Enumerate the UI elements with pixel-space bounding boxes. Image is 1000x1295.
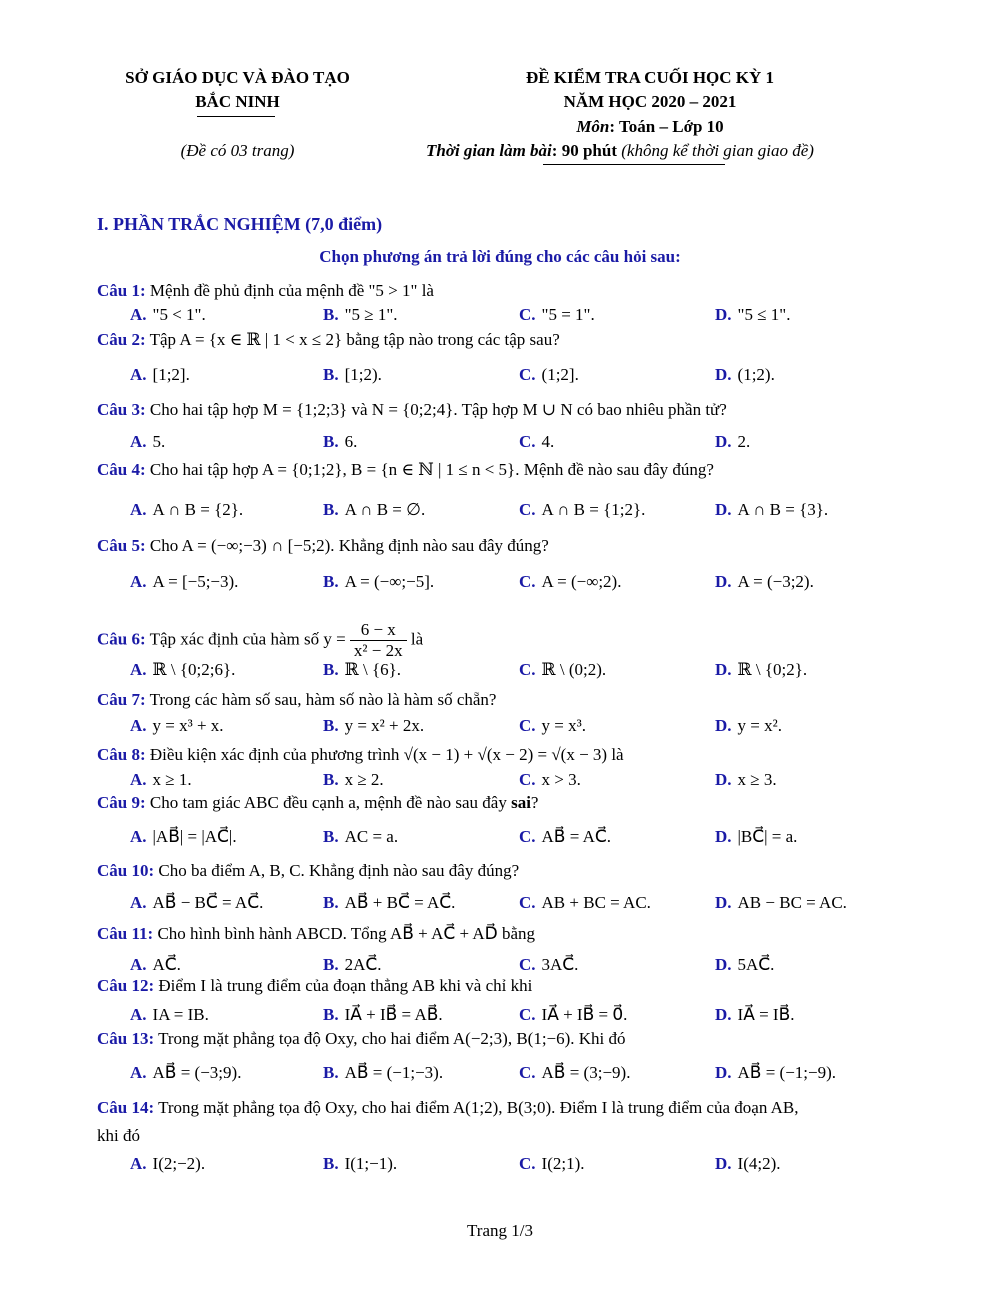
answer-option[interactable]	[519, 893, 651, 913]
option-letter: A.	[130, 770, 147, 789]
answer-option[interactable]	[519, 1154, 585, 1174]
question-text: Trong mặt phẳng tọa độ Oxy, cho hai điểm A(1;2), B(3;0). Điểm I là trung điểm của đoạn AB,	[158, 1098, 799, 1117]
subject-label: Môn	[576, 117, 610, 136]
option-text: AB⃗ = (3;−9).	[541, 1063, 631, 1082]
option-letter: C.	[519, 827, 536, 846]
option-letter: A.	[130, 716, 147, 735]
question-text: Điều kiện xác định của phương trình √(x − 1) + √(x − 2) = √(x − 3) là	[149, 745, 624, 764]
option-text: y = x³ + x.	[152, 716, 224, 735]
instruction: Chọn phương án trả lời đúng cho các câu hỏi sau:	[319, 247, 681, 266]
question-label: Câu 12:	[97, 976, 155, 995]
question-label: Câu 4:	[97, 460, 146, 479]
option-letter: C.	[519, 716, 536, 735]
answer-option[interactable]	[130, 500, 243, 520]
answer-option[interactable]	[519, 500, 645, 520]
answer-option[interactable]	[715, 1154, 781, 1174]
question-label: Câu 11:	[97, 924, 154, 943]
question-text: Cho hai tập hợp A = {0;1;2}, B = {n ∈ ℕ | 1 ≤ n < 5}. Mệnh đề nào sau đây đúng?	[149, 460, 714, 479]
header-divider-left	[197, 116, 275, 117]
option-text: y = x³.	[541, 716, 586, 735]
option-letter: C.	[519, 1154, 536, 1173]
option-letter: D.	[715, 572, 732, 591]
option-letter: C.	[519, 432, 536, 451]
option-text: |BC⃗| = a.	[737, 827, 798, 846]
option-text: 2.	[737, 432, 751, 451]
answer-option[interactable]	[715, 572, 814, 592]
option-text: A = (−3;2).	[737, 572, 814, 591]
answer-option[interactable]	[715, 1005, 794, 1025]
option-text: A = (−∞;2).	[541, 572, 622, 591]
question-text: Cho hai tập hợp M = {1;2;3} và N = {0;2;4}. Tập hợp M ∪ N có bao nhiêu phần tử?	[149, 400, 727, 419]
option-letter: B.	[323, 432, 339, 451]
option-letter: D.	[715, 955, 732, 974]
option-letter: C.	[519, 1063, 536, 1082]
option-text: A = (−∞;−5].	[344, 572, 435, 591]
section-title: I. PHẦN TRẮC NGHIỆM (7,0 điểm)	[97, 214, 383, 234]
option-text: I(2;1).	[541, 1154, 585, 1173]
subject-line	[460, 117, 840, 137]
question-stem	[97, 536, 549, 556]
option-text: AB + BC = AC.	[541, 893, 651, 912]
option-letter: A.	[130, 305, 147, 324]
answer-option[interactable]	[323, 1063, 443, 1083]
question-stem-continuation: khi đó	[97, 1126, 140, 1145]
option-text: [1;2).	[344, 365, 382, 384]
answer-option[interactable]	[715, 660, 807, 680]
option-letter: B.	[323, 1154, 339, 1173]
option-text: y = x² + 2x.	[344, 716, 425, 735]
answer-option[interactable]	[519, 432, 554, 452]
question-label: Câu 5:	[97, 536, 146, 555]
option-letter: D.	[715, 660, 732, 679]
option-text: "5 = 1".	[541, 305, 595, 324]
question-stem	[97, 690, 496, 710]
option-text: AB⃗ = AC⃗.	[541, 827, 612, 846]
option-text: ℝ \ {0;2;6}.	[152, 660, 236, 679]
option-letter: B.	[323, 572, 339, 591]
answer-option[interactable]	[323, 893, 455, 913]
question-stem	[97, 861, 519, 881]
answer-option[interactable]	[519, 827, 611, 847]
option-letter: C.	[519, 893, 536, 912]
option-letter: C.	[519, 770, 536, 789]
option-text: x ≥ 3.	[737, 770, 777, 789]
option-letter: A.	[130, 1063, 147, 1082]
page-footer: Trang 1/3	[467, 1221, 533, 1240]
answer-option[interactable]	[519, 716, 586, 736]
question-text: Mệnh đề phủ định của mệnh đề "5 > 1" là	[149, 281, 434, 300]
answer-option[interactable]	[130, 660, 235, 680]
option-letter: B.	[323, 955, 339, 974]
question-text: Điểm I là trung điểm của đoạn thẳng AB khi và chỉ khi	[158, 976, 533, 995]
time-label: Thời gian làm bài	[426, 141, 552, 160]
fraction	[350, 620, 407, 661]
option-text: 4.	[541, 432, 555, 451]
answer-option[interactable]	[519, 660, 606, 680]
question-label: Câu 1:	[97, 281, 146, 300]
option-letter: C.	[519, 660, 536, 679]
option-text: AB⃗ = (−1;−3).	[344, 1063, 444, 1082]
option-text: AB − BC = AC.	[737, 893, 847, 912]
question-stem	[97, 400, 727, 420]
option-text: IA = IB.	[152, 1005, 209, 1024]
school-year: NĂM HỌC 2020 – 2021	[563, 92, 737, 111]
answer-option[interactable]	[715, 770, 777, 790]
answer-option[interactable]	[519, 305, 595, 325]
option-letter: B.	[323, 500, 339, 519]
answer-option[interactable]	[130, 716, 224, 736]
option-text: AB⃗ = (−1;−9).	[737, 1063, 837, 1082]
answer-option[interactable]	[323, 365, 382, 385]
option-letter: B.	[323, 1063, 339, 1082]
option-letter: D.	[715, 432, 732, 451]
option-text: [1;2].	[152, 365, 190, 384]
answer-option[interactable]	[130, 1154, 205, 1174]
question-text: Cho hình bình hành ABCD. Tổng AB⃗ + AC⃗ + AD⃗ bằng	[157, 924, 536, 943]
option-letter: D.	[715, 1154, 732, 1173]
answer-option[interactable]	[519, 365, 579, 385]
answer-option[interactable]	[323, 1154, 397, 1174]
answer-option[interactable]	[130, 955, 181, 975]
option-letter: C.	[519, 365, 536, 384]
option-text: AC = a.	[344, 827, 399, 846]
question-label: Câu 6:	[97, 629, 146, 649]
option-text: AB⃗ − BC⃗ = AC⃗.	[152, 893, 264, 912]
option-text: AC⃗.	[152, 955, 181, 974]
answer-option[interactable]	[323, 660, 401, 680]
option-letter: A.	[130, 572, 147, 591]
option-letter: D.	[715, 770, 732, 789]
subject-value: : Toán – Lớp 10	[609, 117, 724, 136]
option-text: "5 ≤ 1".	[737, 305, 791, 324]
answer-option[interactable]	[130, 305, 206, 325]
option-text: I(4;2).	[737, 1154, 781, 1173]
question-stem	[97, 460, 714, 480]
answer-option[interactable]	[323, 1005, 443, 1025]
option-letter: A.	[130, 660, 147, 679]
answer-option[interactable]	[323, 955, 382, 975]
answer-option[interactable]	[715, 716, 782, 736]
option-text: (1;2).	[737, 365, 775, 384]
option-text: 5AC⃗.	[737, 955, 775, 974]
option-letter: A.	[130, 1154, 147, 1173]
option-letter: A.	[130, 893, 147, 912]
option-letter: C.	[519, 1005, 536, 1024]
option-text: AB⃗ + BC⃗ = AC⃗.	[344, 893, 456, 912]
answer-option[interactable]	[715, 827, 797, 847]
question-label: Câu 14:	[97, 1098, 155, 1117]
option-text: 2AC⃗.	[344, 955, 382, 974]
answer-option[interactable]	[130, 365, 190, 385]
answer-option[interactable]	[519, 1005, 627, 1025]
answer-option[interactable]	[519, 955, 578, 975]
option-letter: D.	[715, 1005, 732, 1024]
answer-option[interactable]	[130, 1063, 241, 1083]
option-letter: D.	[715, 827, 732, 846]
option-text: AB⃗ = (−3;9).	[152, 1063, 242, 1082]
question-stem	[97, 976, 532, 996]
time-note: (không kể thời gian giao đề)	[621, 141, 814, 160]
question-label: Câu 9:	[97, 793, 146, 812]
answer-option[interactable]	[130, 1005, 209, 1025]
question-stem	[97, 281, 434, 301]
question-text: Cho A = (−∞;−3) ∩ [−5;2). Khẳng định nào sau đây đúng?	[149, 536, 549, 555]
option-text: IA⃗ + IB⃗ = AB⃗.	[344, 1005, 443, 1024]
answer-option[interactable]	[715, 893, 847, 913]
option-letter: C.	[519, 572, 536, 591]
question-emphasis: sai	[511, 793, 531, 812]
question-stem	[97, 745, 624, 765]
question-stem	[97, 620, 423, 661]
option-text: (1;2].	[541, 365, 579, 384]
option-text: IA⃗ + IB⃗ = 0⃗.	[541, 1005, 628, 1024]
answer-option[interactable]	[715, 432, 750, 452]
option-text: ℝ \ {0;2}.	[737, 660, 808, 679]
option-letter: B.	[323, 305, 339, 324]
option-letter: A.	[130, 827, 147, 846]
option-text: 3AC⃗.	[541, 955, 579, 974]
province-name: BẮC NINH	[195, 92, 280, 111]
question-text-end: là	[406, 629, 424, 649]
page-count-note: (Đề có 03 trang)	[180, 141, 295, 160]
answer-option[interactable]	[715, 365, 775, 385]
option-text: I(2;−2).	[152, 1154, 206, 1173]
exam-title: ĐỀ KIỂM TRA CUỐI HỌC KỲ 1	[525, 68, 775, 87]
answer-option[interactable]	[323, 305, 398, 325]
option-text: ℝ \ (0;2).	[541, 660, 607, 679]
question-text: Tập xác định của hàm số y =	[149, 629, 350, 649]
option-letter: D.	[715, 500, 732, 519]
option-letter: C.	[519, 305, 536, 324]
option-letter: D.	[715, 716, 732, 735]
option-letter: B.	[323, 827, 339, 846]
question-text: Tập A = {x ∈ ℝ | 1 < x ≤ 2} bằng tập nào trong các tập sau?	[149, 330, 560, 349]
option-text: x ≥ 2.	[344, 770, 384, 789]
option-letter: A.	[130, 365, 147, 384]
fraction-numerator: 6 − x	[350, 620, 407, 641]
option-letter: D.	[715, 1063, 732, 1082]
question-label: Câu 3:	[97, 400, 146, 419]
option-letter: D.	[715, 305, 732, 324]
option-text: A ∩ B = {1;2}.	[541, 500, 646, 519]
option-text: "5 ≥ 1".	[344, 305, 398, 324]
option-letter: A.	[130, 500, 147, 519]
answer-option[interactable]	[715, 955, 774, 975]
option-letter: A.	[130, 1005, 147, 1024]
question-stem	[97, 793, 538, 813]
answer-option[interactable]	[519, 1063, 630, 1083]
answer-option[interactable]	[715, 500, 828, 520]
question-stem	[97, 924, 535, 944]
header-divider-right	[543, 164, 725, 165]
question-label: Câu 8:	[97, 745, 146, 764]
option-text: x ≥ 1.	[152, 770, 192, 789]
option-letter: B.	[323, 716, 339, 735]
option-text: 6.	[344, 432, 358, 451]
option-letter: A.	[130, 955, 147, 974]
question-stem	[97, 330, 560, 350]
department-name: SỞ GIÁO DỤC VÀ ĐÀO TẠO	[125, 68, 350, 87]
answer-option[interactable]	[323, 716, 424, 736]
answer-option[interactable]	[323, 572, 434, 592]
answer-option[interactable]	[715, 305, 791, 325]
option-text: y = x².	[737, 716, 782, 735]
option-text: |AB⃗| = |AC⃗|.	[152, 827, 237, 846]
time-value: : 90 phút	[551, 141, 617, 160]
time-line	[426, 141, 814, 161]
answer-option[interactable]	[323, 500, 425, 520]
answer-option[interactable]	[323, 827, 398, 847]
option-letter: D.	[715, 893, 732, 912]
option-text: "5 < 1".	[152, 305, 206, 324]
option-text: A = [−5;−3).	[152, 572, 239, 591]
question-label: Câu 7:	[97, 690, 146, 709]
question-text: Cho tam giác ABC đều cạnh a, mệnh đề nào sau đây	[149, 793, 507, 812]
answer-option[interactable]	[323, 432, 357, 452]
option-text: I(1;−1).	[344, 1154, 398, 1173]
question-text: Trong mặt phẳng tọa độ Oxy, cho hai điểm A(−2;3), B(1;−6). Khi đó	[158, 1029, 626, 1048]
option-letter: B.	[323, 1005, 339, 1024]
question-stem	[97, 1098, 799, 1118]
question-label: Câu 10:	[97, 861, 155, 880]
option-text: A ∩ B = {2}.	[152, 500, 244, 519]
answer-option[interactable]	[130, 432, 165, 452]
answer-option[interactable]	[130, 827, 237, 847]
option-letter: B.	[323, 660, 339, 679]
answer-option[interactable]	[519, 770, 581, 790]
question-text: Cho ba điểm A, B, C. Khẳng định nào sau đây đúng?	[158, 861, 520, 880]
answer-option[interactable]	[130, 770, 192, 790]
answer-option[interactable]	[323, 770, 384, 790]
question-stem	[97, 1029, 626, 1049]
option-letter: C.	[519, 500, 536, 519]
option-text: A ∩ B = {3}.	[737, 500, 829, 519]
option-letter: B.	[323, 365, 339, 384]
option-letter: A.	[130, 432, 147, 451]
answer-option[interactable]	[130, 893, 263, 913]
answer-option[interactable]	[715, 1063, 836, 1083]
answer-option[interactable]	[519, 572, 621, 592]
question-text: Trong các hàm số sau, hàm số nào là hàm số chẵn?	[149, 690, 497, 709]
question-label: Câu 2:	[97, 330, 146, 349]
option-letter: B.	[323, 770, 339, 789]
option-letter: D.	[715, 365, 732, 384]
option-text: ℝ \ {6}.	[344, 660, 402, 679]
fraction-denominator: x² − 2x	[353, 641, 403, 660]
option-text: IA⃗ = IB⃗.	[737, 1005, 795, 1024]
option-letter: C.	[519, 955, 536, 974]
question-text-end: ?	[530, 793, 539, 812]
question-label: Câu 13:	[97, 1029, 155, 1048]
option-text: A ∩ B = ∅.	[344, 500, 426, 519]
option-letter: B.	[323, 893, 339, 912]
answer-option[interactable]	[130, 572, 238, 592]
option-text: 5.	[152, 432, 166, 451]
option-text: x > 3.	[541, 770, 581, 789]
